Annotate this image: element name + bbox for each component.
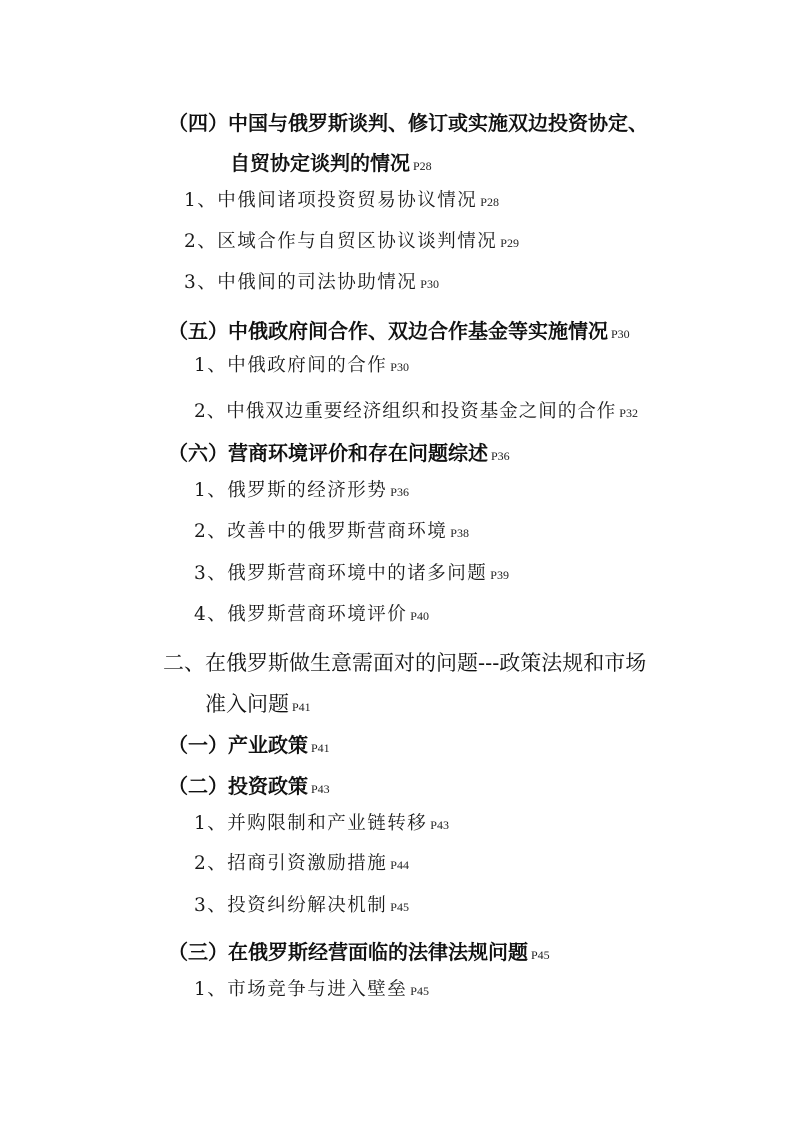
toc-page-number: P45 <box>531 948 550 962</box>
toc-page-number: P30 <box>611 327 630 341</box>
toc-page-number: P44 <box>390 858 409 872</box>
toc-chapter-2-cont[interactable] <box>205 694 311 715</box>
toc-entry-text: 4、俄罗斯营商环境评价 <box>194 604 408 625</box>
toc-heading-section-4-cont[interactable] <box>230 153 432 173</box>
toc-page-number: P41 <box>292 700 311 714</box>
toc-page-number: P28 <box>480 195 499 209</box>
toc-page-number: P36 <box>491 449 510 463</box>
toc-entry-text: 2、区域合作与自贸区协议谈判情况 <box>184 231 498 252</box>
toc-heading-investment-policy[interactable] <box>168 776 330 796</box>
toc-heading-text: （六）营商环境评价和存在问题综述 <box>168 441 488 465</box>
toc-page-number: P36 <box>390 485 409 499</box>
toc-page-number: P30 <box>420 277 439 291</box>
toc-entry[interactable] <box>194 855 409 874</box>
toc-entry-text: 2、中俄双边重要经济组织和投资基金之间的合作 <box>194 401 617 422</box>
toc-entry-text: 3、投资纠纷解决机制 <box>194 895 388 916</box>
toc-entry-text: 1、中俄政府间的合作 <box>194 355 388 376</box>
toc-page-number: P45 <box>410 984 429 998</box>
toc-entry[interactable] <box>194 523 469 542</box>
toc-entry[interactable] <box>184 233 519 252</box>
toc-entry-text: 3、中俄间的司法协助情况 <box>184 272 418 293</box>
toc-entry-text: 1、并购限制和产业链转移 <box>194 813 428 834</box>
toc-entry-text: 1、市场竞争与进入壁垒 <box>194 979 408 1000</box>
toc-entry[interactable] <box>184 192 499 211</box>
toc-page-number: P41 <box>311 741 330 755</box>
toc-heading-section-5[interactable] <box>168 321 630 341</box>
toc-entry-text: 1、中俄间诸项投资贸易协议情况 <box>184 190 478 211</box>
toc-entry-text: 2、招商引资激励措施 <box>194 853 388 874</box>
toc-chapter-text: 准入问题 <box>205 692 289 716</box>
toc-page-number: P40 <box>410 609 429 623</box>
toc-entry[interactable] <box>194 897 409 916</box>
toc-entry[interactable] <box>194 482 409 501</box>
toc-heading-text: （二）投资政策 <box>168 774 308 798</box>
toc-page-number: P32 <box>619 406 638 420</box>
toc-entry[interactable] <box>194 565 509 584</box>
toc-heading-section-4[interactable] <box>168 113 648 133</box>
toc-entry[interactable] <box>194 981 429 1000</box>
toc-entry-text: 3、俄罗斯营商环境中的诸多问题 <box>194 563 488 584</box>
toc-chapter-2[interactable] <box>163 653 646 674</box>
toc-page-number: P38 <box>450 526 469 540</box>
toc-heading-text: （四）中国与俄罗斯谈判、修订或实施双边投资协定、 <box>168 111 648 135</box>
toc-entry[interactable] <box>194 357 409 376</box>
toc-entry[interactable] <box>194 815 449 834</box>
toc-heading-section-6[interactable] <box>168 443 510 463</box>
toc-page-number: P43 <box>311 782 330 796</box>
toc-chapter-text: 二、在俄罗斯做生意需面对的问题---政策法规和市场 <box>163 651 647 675</box>
toc-entry[interactable] <box>194 606 429 625</box>
toc-page-number: P39 <box>490 568 509 582</box>
toc-page-number: P30 <box>390 360 409 374</box>
toc-entry-text: 1、俄罗斯的经济形势 <box>194 480 388 501</box>
toc-page-number: P29 <box>500 236 519 250</box>
toc-entry[interactable] <box>184 274 439 293</box>
toc-heading-text: （一）产业政策 <box>168 733 308 757</box>
toc-page-number: P43 <box>430 818 449 832</box>
toc-heading-text: （五）中俄政府间合作、双边合作基金等实施情况 <box>168 319 608 343</box>
toc-heading-text: （三）在俄罗斯经营面临的法律法规问题 <box>168 940 528 964</box>
toc-heading-legal-issues[interactable] <box>168 942 550 962</box>
toc-page-number: P28 <box>413 159 432 173</box>
toc-page-number: P45 <box>390 900 409 914</box>
toc-entry-text: 2、改善中的俄罗斯营商环境 <box>194 521 448 542</box>
toc-heading-text: 自贸协定谈判的情况 <box>230 151 410 175</box>
toc-entry[interactable] <box>194 403 638 422</box>
toc-heading-industry-policy[interactable] <box>168 735 330 755</box>
